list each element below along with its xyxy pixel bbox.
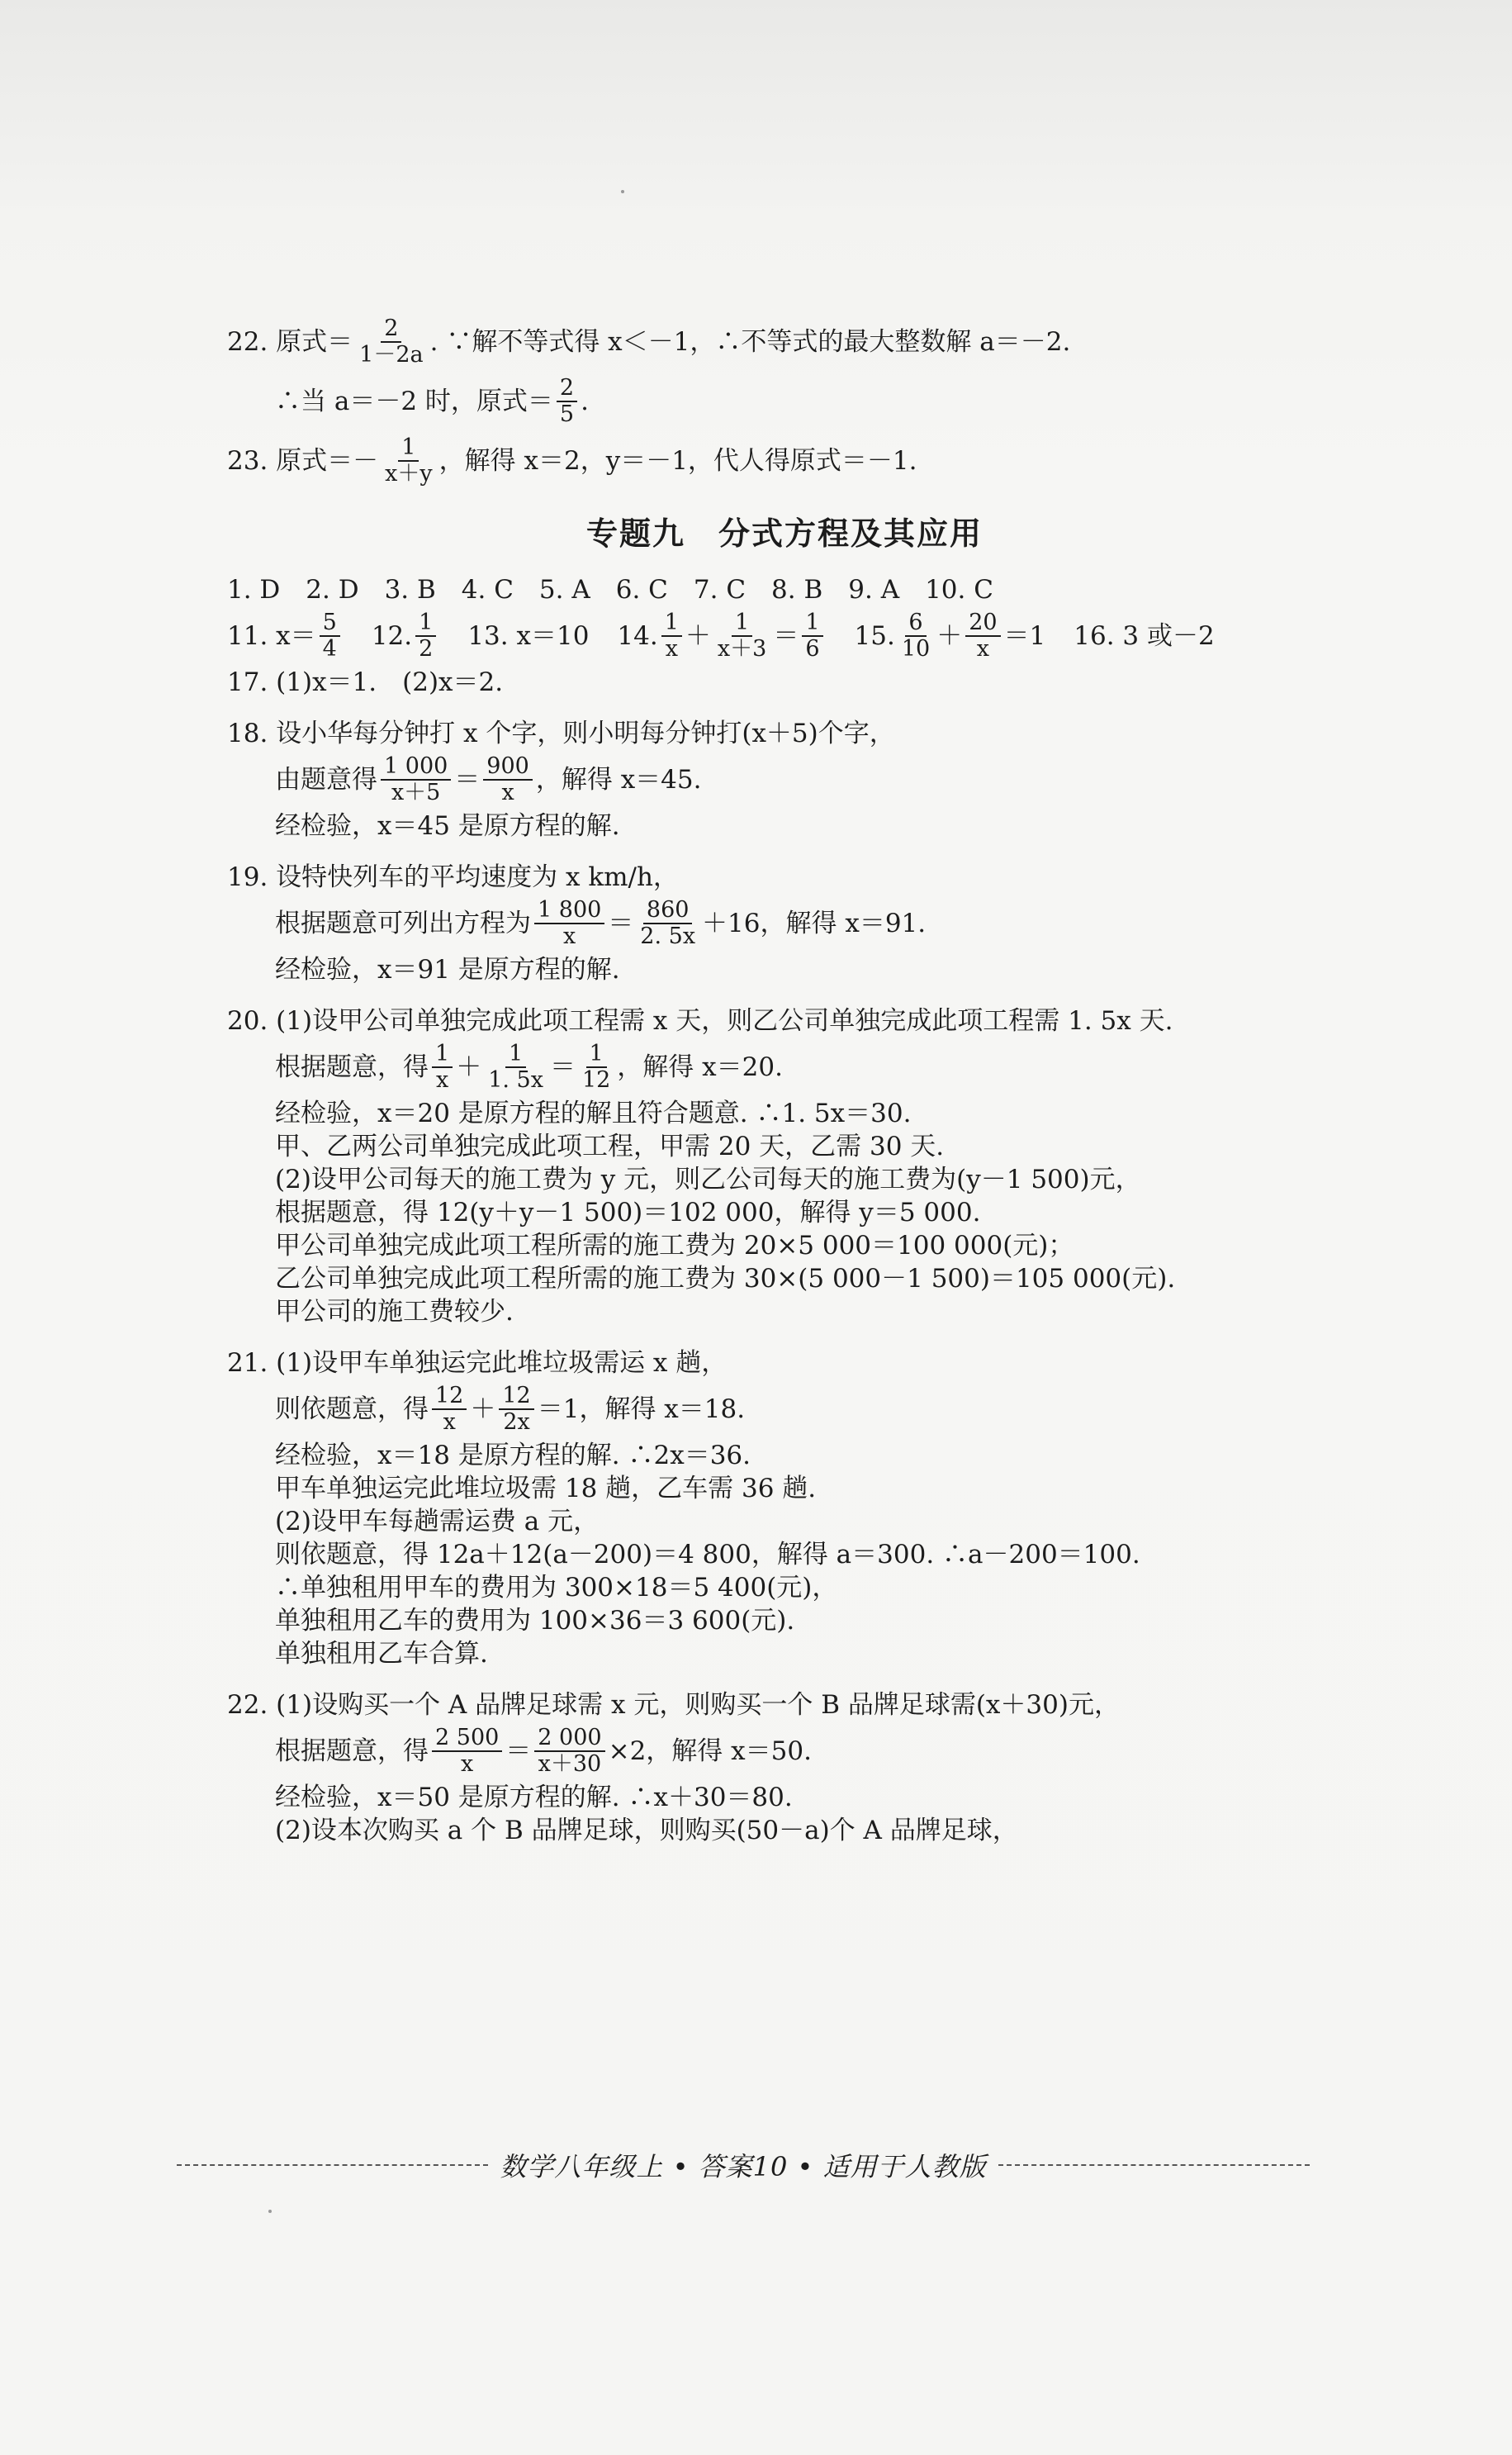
fraction	[965, 610, 1000, 662]
fraction	[534, 1726, 604, 1777]
numerator: 1	[415, 610, 436, 637]
operator: ＝	[773, 621, 799, 651]
q20-line8: 乙公司单独完成此项工程所需的施工费为 30×(5 000－1 500)＝105 000(元).	[275, 1264, 1176, 1294]
fraction	[534, 898, 604, 949]
prev-q22-line1	[227, 312, 1342, 372]
prev-q23-line	[227, 431, 1342, 491]
text: ＝1，解得 x＝18.	[537, 1394, 746, 1424]
operator: ＝	[549, 1052, 576, 1082]
denominator: x	[501, 780, 514, 805]
numerator: 1	[432, 1042, 453, 1068]
denominator: x	[563, 924, 576, 949]
fraction	[557, 376, 577, 427]
fraction	[898, 610, 933, 662]
q22-line1: 22. (1)设购买一个 A 品牌足球需 x 元，则购买一个 B 品牌足球需(x＋30)元，	[227, 1690, 1120, 1720]
fraction	[415, 610, 436, 662]
q21-line8: 单独租用乙车的费用为 100×36＝3 600(元).	[275, 1606, 795, 1636]
q22-line4: (2)设本次购买 a 个 B 品牌足球，则购买(50－a)个 A 品牌足球，	[275, 1816, 1018, 1845]
text: 23. 原式＝－	[227, 446, 379, 476]
text: 根据题意可列出方程为	[275, 909, 531, 938]
q20-line1: 20. (1)设甲公司单独完成此项工程需 x 天，则乙公司单独完成此项工程需 1. 5x 天.	[227, 1006, 1173, 1036]
text: 11. x＝	[227, 621, 316, 651]
denominator: 1－2a	[359, 342, 424, 368]
numerator: 1	[802, 610, 822, 637]
denominator: 1. 5x	[488, 1067, 543, 1093]
fraction	[320, 610, 340, 662]
fill-answers-line	[227, 606, 1342, 666]
text: 14.	[617, 621, 658, 651]
q21-equation	[227, 1379, 1342, 1439]
numerator: 20	[965, 610, 1000, 637]
numerator: 2 500	[432, 1726, 502, 1752]
numerator: 1	[505, 1042, 526, 1068]
numerator: 1	[661, 610, 682, 637]
q21-line1: 21. (1)设甲车单独运完此堆垃圾需运 x 趟，	[227, 1348, 728, 1378]
denominator: x＋5	[391, 780, 441, 805]
answer-content	[227, 312, 1342, 1847]
q20-line4: 甲、乙两公司单独完成此项工程，甲需 20 天，乙需 30 天.	[275, 1132, 945, 1161]
text: ×2，解得 x＝50.	[608, 1736, 812, 1766]
q21-line9: 单独租用乙车合算.	[275, 1639, 488, 1669]
q21-line3: 经检验，x＝18 是原方程的解. ∴2x＝36.	[275, 1441, 751, 1470]
q21-line5: (2)设甲车每趟需运费 a 元，	[275, 1507, 600, 1536]
fraction	[381, 754, 451, 805]
q17-answer: 17. (1)x＝1. (2)x＝2.	[227, 667, 504, 697]
text: 22. 原式＝	[227, 327, 353, 357]
q19-line1: 19. 设特快列车的平均速度为 x km/h，	[227, 862, 679, 892]
numerator: 1 000	[381, 754, 451, 781]
q20-line7: 甲公司单独完成此项工程所需的施工费为 20×5 000＝100 000(元)；	[275, 1231, 1074, 1261]
q18-line3: 经检验，x＝45 是原方程的解.	[275, 811, 620, 841]
denominator: 5	[559, 401, 575, 427]
operator: ＝	[608, 909, 634, 938]
operator: ＝	[454, 765, 481, 795]
denominator: 2. 5x	[640, 924, 696, 949]
fraction	[499, 1384, 533, 1435]
operator: ＋	[936, 621, 963, 651]
fraction	[483, 754, 533, 805]
text: .	[581, 387, 589, 416]
operator: ＝	[505, 1736, 532, 1766]
fraction	[802, 610, 822, 662]
operator: ＋	[685, 621, 711, 651]
text: ＋16，解得 x＝91.	[702, 909, 927, 938]
operator: ＋	[470, 1394, 496, 1424]
denominator: x＋y	[385, 461, 433, 487]
operator: ＋	[456, 1052, 482, 1082]
fraction	[432, 1042, 453, 1093]
section-title: 专题九 分式方程及其应用	[585, 515, 983, 552]
numerator: 1 800	[534, 898, 604, 924]
denominator: 2	[419, 636, 434, 662]
numerator: 12	[432, 1384, 467, 1410]
denominator: x	[435, 1067, 449, 1093]
fraction	[432, 1384, 467, 1435]
denominator: x	[665, 636, 678, 662]
text: 根据题意，得	[275, 1052, 429, 1082]
denominator: x＋3	[717, 636, 767, 662]
denominator: 10	[901, 636, 931, 662]
numerator: 12	[499, 1384, 533, 1410]
paper-speck	[621, 190, 624, 193]
denominator: 6	[805, 636, 820, 662]
page-footer	[165, 2146, 1321, 2184]
fraction	[356, 316, 426, 368]
q19-line3: 经检验，x＝91 是原方程的解.	[275, 955, 620, 985]
fraction	[485, 1042, 547, 1093]
footer-dash-right	[998, 2164, 1310, 2166]
fraction	[432, 1726, 502, 1777]
q20-line5: (2)设甲公司每天的施工费为 y 元，则乙公司每天的施工费为(y－1 500)元，	[275, 1165, 1141, 1194]
q22-equation	[227, 1721, 1342, 1781]
paper-speck	[268, 2210, 272, 2213]
numerator: 1	[732, 610, 752, 637]
denominator: x＋30	[538, 1751, 602, 1777]
numerator: 2	[381, 316, 401, 343]
q21-line7: ∴单独租用甲车的费用为 300×18＝5 400(元)，	[275, 1573, 838, 1603]
numerator: 1	[398, 435, 419, 462]
q19-equation	[227, 894, 1342, 953]
fraction	[382, 435, 435, 487]
denominator: x	[461, 1751, 474, 1777]
denominator: x	[443, 1409, 456, 1435]
mc-answers: 1. D 2. D 3. B 4. C 5. A 6. C 7. C 8. B 9. A 10. C	[227, 575, 993, 605]
text: ，解得 x＝20.	[617, 1052, 783, 1082]
numerator: 1	[586, 1042, 607, 1068]
text: 由题意得	[275, 765, 377, 795]
prev-q22-line2	[227, 372, 1342, 431]
q20-line9: 甲公司的施工费较少.	[275, 1297, 514, 1327]
denominator: 12	[581, 1067, 611, 1093]
q18-line1: 18. 设小华每分钟打 x 个字，则小明每分钟打(x＋5)个字，	[227, 719, 895, 748]
q20-line3: 经检验，x＝20 是原方程的解且符合题意. ∴1. 5x＝30.	[275, 1099, 912, 1128]
fraction	[714, 610, 770, 662]
text: 12.	[371, 621, 413, 651]
text: 则依题意，得	[275, 1394, 429, 1424]
q21-line4: 甲车单独运完此堆垃圾需 18 趟，乙车需 36 趟.	[275, 1474, 817, 1503]
q18-equation	[227, 750, 1342, 810]
numerator: 860	[643, 898, 693, 924]
fraction	[661, 610, 682, 662]
text: ，解得 x＝45.	[535, 765, 702, 795]
footer-dash-left	[177, 2164, 488, 2166]
denominator: 4	[322, 636, 337, 662]
q22-line3: 经检验，x＝50 是原方程的解. ∴x＋30＝80.	[275, 1783, 793, 1812]
text: 根据题意，得	[275, 1736, 429, 1766]
text: ，解得 x＝2，y＝－1，代人得原式＝－1.	[438, 446, 917, 476]
numerator: 2 000	[534, 1726, 604, 1752]
q21-line6: 则依题意，得 12a＋12(a－200)＝4 800，解得 a＝300. ∴a－200＝100.	[275, 1540, 1140, 1569]
text: 15.	[854, 621, 895, 651]
numerator: 5	[320, 610, 340, 637]
footer-text: 数学八年级上 • 答案10 • 适用于人教版	[500, 2151, 987, 2182]
numerator: 6	[905, 610, 926, 637]
numerator: 900	[483, 754, 533, 781]
q20-line6: 根据题意，得 12(y＋y－1 500)＝102 000，解得 y＝5 000.	[275, 1198, 981, 1228]
numerator: 2	[557, 376, 577, 402]
q20-equation	[227, 1038, 1342, 1097]
text: 13. x＝10	[467, 621, 590, 651]
denominator: 2x	[503, 1409, 530, 1435]
text: . ∵解不等式得 x＜－1，∴不等式的最大整数解 a＝－2.	[429, 327, 1071, 357]
text: ＝1	[1003, 621, 1046, 651]
text: 16. 3 或－2	[1074, 621, 1215, 651]
fraction	[579, 1042, 614, 1093]
denominator: x	[976, 636, 989, 662]
fraction	[637, 898, 699, 949]
text: ∴当 a＝－2 时，原式＝	[275, 387, 553, 416]
